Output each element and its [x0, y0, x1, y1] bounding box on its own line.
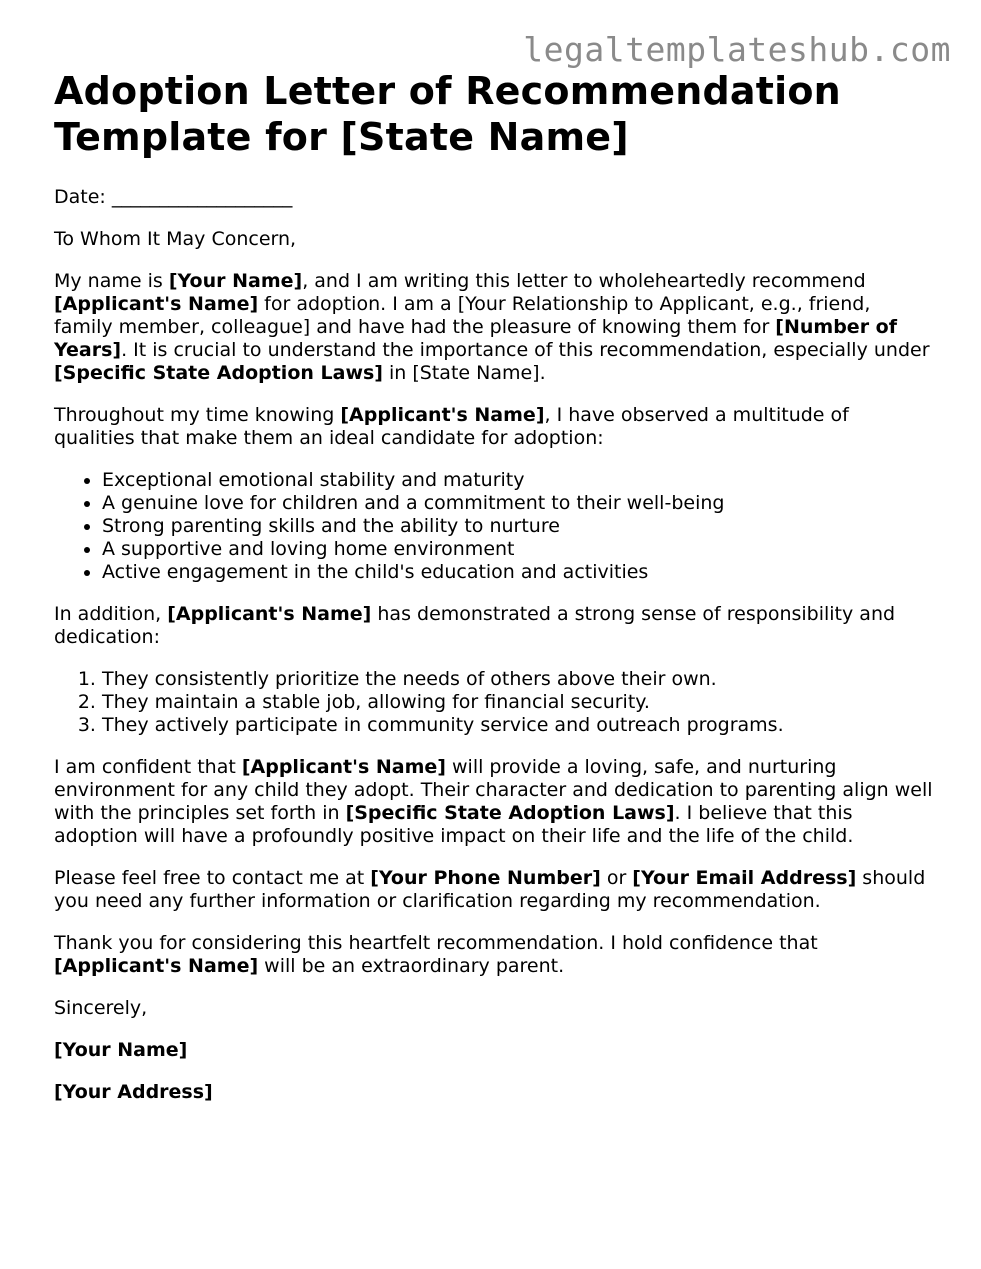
placeholder-phone-number: [Your Phone Number] — [370, 867, 601, 889]
list-item: 1. They consistently prioritize the needs of others above their own. — [102, 668, 934, 691]
intro-text-1: My name is — [54, 270, 169, 292]
placeholder-your-name: [Your Name] — [168, 270, 303, 292]
placeholder-email-address: [Your Email Address] — [632, 867, 857, 889]
qualities-intro-text-1: Throughout my time knowing — [54, 404, 341, 426]
confidence-paragraph — [54, 756, 934, 848]
contact-text-1: Please feel free to contact me at — [54, 867, 371, 889]
confidence-text-1: I am confident that — [54, 756, 242, 778]
responsibilities-list — [54, 668, 934, 737]
title-line-2: Template for [State Name] — [54, 115, 629, 159]
confidence-text-3: . I believe that this adoption will have a profoundly positive impact on their life and the life of the child. — [54, 802, 854, 847]
qualities-intro-text-2: , I have observed a multitude of qualities that make them an ideal candidate for adoption: — [54, 404, 849, 449]
placeholder-applicant-name: [Applicant's Name] — [54, 293, 259, 315]
confidence-text-2: will provide a loving, safe, and nurturing environment for any child they adopt. Their character and dedication to parenting align well with the principles set forth in — [54, 756, 933, 824]
thanks-text-2: will be an extraordinary parent. — [258, 955, 565, 977]
intro-text-5: in [State Name]. — [382, 362, 546, 384]
responsibility-intro-paragraph — [54, 603, 934, 649]
responsibility-intro-text-2: has demonstrated a strong sense of responsibility and dedication: — [54, 603, 896, 648]
signature-name — [54, 1039, 934, 1062]
signature-address — [54, 1081, 934, 1104]
qualities-list — [54, 469, 934, 584]
responsibility-intro-text-1: In addition, — [54, 603, 168, 625]
watermark-text: legaltemplateshub.com — [523, 30, 951, 69]
placeholder-number-of-years: [Number of Years] — [54, 316, 897, 361]
salutation: To Whom It May Concern, — [54, 228, 297, 250]
intro-text-4: . It is crucial to understand the importance of this recommendation, especially under — [121, 339, 930, 361]
placeholder-state-laws: [Specific State Adoption Laws] — [54, 362, 383, 384]
placeholder-state-laws: [Specific State Adoption Laws] — [345, 802, 675, 824]
placeholder-your-name: [Your Name] — [54, 1039, 188, 1061]
qualities-intro-paragraph — [54, 404, 934, 450]
contact-text-2: or — [600, 867, 633, 889]
intro-paragraph — [54, 270, 934, 385]
list-item: • A genuine love for children and a commitment to their well-being — [102, 492, 934, 515]
list-item: • Active engagement in the child's education and activities — [102, 561, 934, 584]
intro-text-2: , and I am writing this letter to wholeheartedly recommend — [302, 270, 866, 292]
placeholder-your-address: [Your Address] — [54, 1081, 213, 1103]
title-line-1: Adoption Letter of Recommendation — [54, 69, 841, 113]
date-line: Date: ___________________ — [54, 186, 293, 208]
placeholder-applicant-name: [Applicant's Name] — [167, 603, 372, 625]
placeholder-applicant-name: [Applicant's Name] — [340, 404, 545, 426]
closing-line: Sincerely, — [54, 997, 148, 1019]
placeholder-applicant-name: [Applicant's Name] — [241, 756, 446, 778]
list-item: • Exceptional emotional stability and maturity — [102, 469, 934, 492]
placeholder-applicant-name: [Applicant's Name] — [54, 955, 259, 977]
contact-paragraph — [54, 867, 934, 913]
intro-text-3: for adoption. I am a [Your Relationship to Applicant, e.g., friend, family member, colleague] and have had the pleasure of knowing them for — [54, 293, 871, 338]
contact-text-3: should you need any further information or clarification regarding my recommendation. — [54, 867, 926, 912]
list-item: 3. They actively participate in community service and outreach programs. — [102, 714, 934, 737]
list-item: 2. They maintain a stable job, allowing for financial security. — [102, 691, 934, 714]
thanks-text-1: Thank you for considering this heartfelt recommendation. I hold confidence that — [54, 932, 818, 954]
letter-document — [54, 68, 934, 1123]
thanks-paragraph — [54, 932, 934, 978]
document-title — [54, 68, 934, 160]
list-item: • Strong parenting skills and the ability to nurture — [102, 515, 934, 538]
list-item: • A supportive and loving home environment — [102, 538, 934, 561]
